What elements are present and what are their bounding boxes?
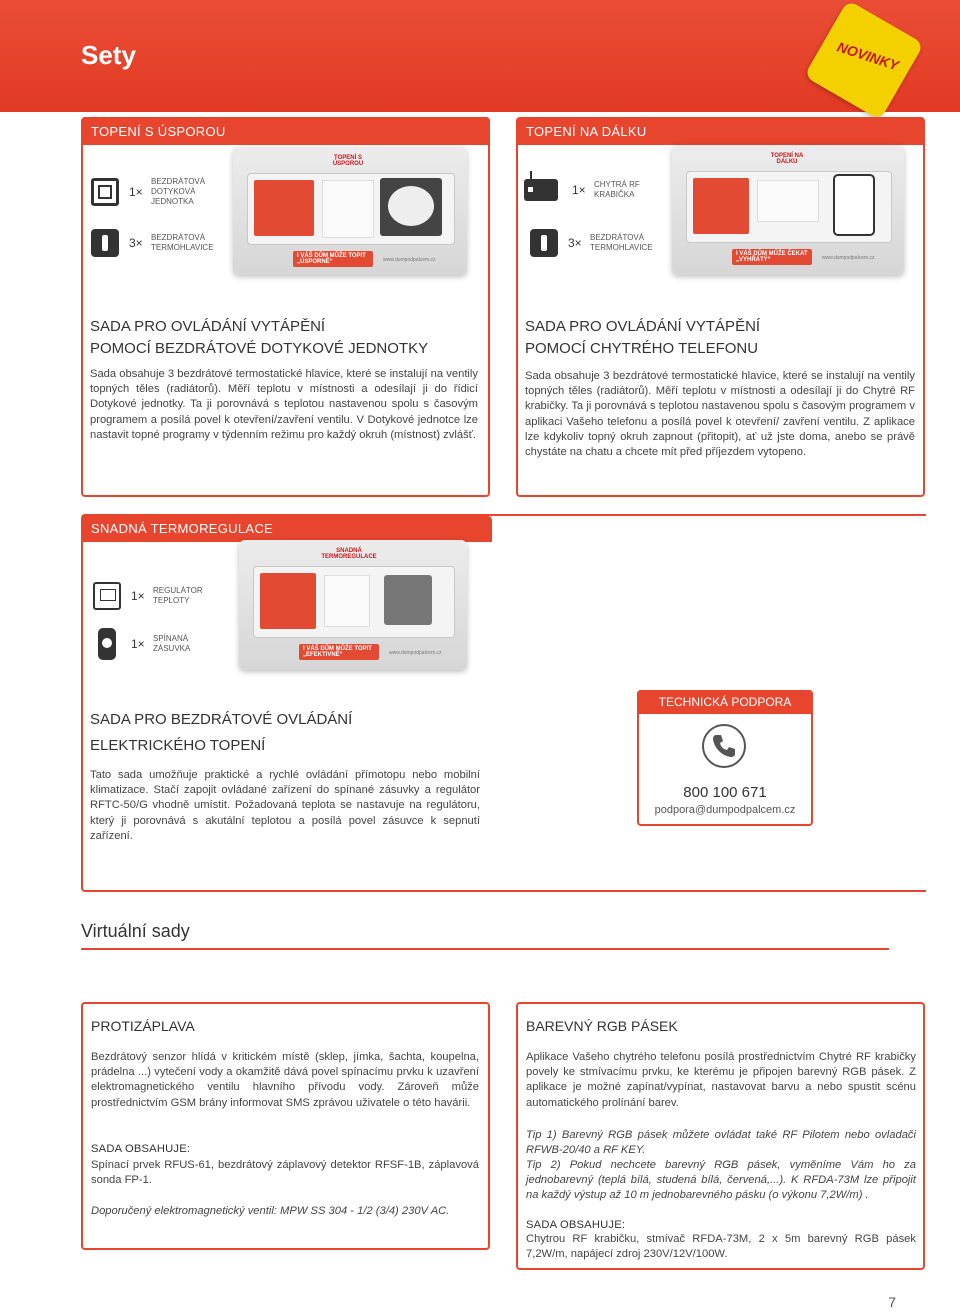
badge-label: NOVINKY [835,38,901,74]
phone-icon [702,724,746,768]
panel-head: SNADNÁ TERMOREGULACE [83,516,492,542]
section-divider [81,948,889,950]
thermo-head-icon [530,229,558,257]
regulator-icon [93,582,121,610]
device-row-touch-unit [91,177,221,207]
product-tray [686,171,892,243]
support-email[interactable]: podpora@dumpodpalcem.cz [654,804,796,816]
thermo-head-icon [91,229,119,257]
panel-title-line2: ELEKTRICKÉHO TOPENÍ [90,737,266,754]
socket-icon [98,628,116,660]
product-lid-label: TOPENÍ NA DÁLKU [770,153,804,165]
product-slogan: I VÁŠ DŮM MŮŽE TOPIT „ÚSPORNĚ“ [293,251,373,267]
device-label: BEZDRÁTOVÁ TERMOHLAVICE [590,233,653,252]
panel-body: Tato sada umožňuje praktické a rychlé ovládání přímotopu nebo mobilní klimatizace. Stačí zapojit ovládané zařízení do spínané zásuvky a regulátor RFTC-50/G vhodně umístit. Požadovaná teplota se nastavuje na regulátoru, který ji porovnává s akutální teplotou a posílá povel zásuvce k sepnutí zařízení. [90,769,480,842]
note-text: Doporučený elektromagnetický ventil: MPW SS 304 - 1/2 (3/4) 230V AC. [91,1205,450,1217]
section-title: Virtuální sady [81,921,190,941]
contents-text: Chytrou RF krabičku, stmívač RFDA-73M, 2 x 5m barevný RGB pásek 7,2W/m, napájecí zdroj 230V/12V/100W. [526,1233,916,1261]
panel-body: Sada obsahuje 3 bezdrátové termostatické hlavice, které se instalují na ventily topných těles (radiátorů). Měří teplotu v místnosti a odesílají ji do řídicí Dotykové jednotky. Ta ji porovnává s teplotou nastavenou spolu s časovým programem a posílá povel k otevření/zavření ventilu. V Dotykové jednotce lze nastavit topné programy v týdenním režimu pro každý okruh (místnost) zvlášť. [90,368,478,441]
panel-title-line1: SADA PRO OVLÁDÁNÍ VYTÁPĚNÍ [90,318,326,335]
product-url: www.dumpodpalcem.cz [822,255,875,261]
device-label: CHYTRÁ RF KRABIČKA [594,180,640,199]
product-url: www.dumpodpalcem.cz [389,650,442,656]
panel-title-line1: SADA PRO BEZDRÁTOVÉ OVLÁDÁNÍ [90,711,353,728]
product-box-image [239,540,467,670]
panel-topeni-s-usporou [81,117,490,497]
device-label: SPÍNANÁ ZÁSUVKA [153,634,191,653]
page-header [0,0,960,112]
panel-title-line2: POMOCÍ CHYTRÉHO TELEFONU [525,340,759,357]
product-tray [247,173,455,245]
panel-body: Aplikace Vašeho chytrého telefonu posílá prostřednictvím Chytré RF krabičky povely ke stmívacímu prvku, ke kterému je připojen barevný RGB pásek. Z aplikace je možné zapínat/vypínat, nastavovat barvu a nebo spustit scénu automatického prolínání barev. [526,1051,916,1109]
panel-body: Bezdrátový senzor hlídá v kritickém místě (sklep, jímka, šachta, koupelna, prádelna ...) vytečení vody a okamžitě dává povel spínacímu prvku k uzavření elektromagnetického ventilu hlavního přívodu vody. Zároveň může prostřednictvím GSM brány informovat SMS zprávou uživatele o této havárii. [91,1051,479,1109]
product-box-image [233,147,467,275]
support-head: TECHNICKÁ PODPORA [637,690,813,714]
product-tray [253,566,455,638]
panel-title: PROTIZÁPLAVA [91,1018,195,1034]
technical-support-box [637,690,813,826]
panel-topeni-na-dalku [516,117,925,497]
device-row-regulator [93,582,223,610]
contents-text: Spínací prvek RFUS-61, bezdrátový záplavový detektor RFSF-1B, záplavová sonda FP-1. [91,1159,479,1187]
device-label: REGULÁTOR TEPLOTY [153,586,203,605]
novinky-badge [812,12,920,104]
page-title: Sety [81,40,136,70]
support-phone[interactable]: 800 100 671 [683,784,767,801]
device-qty: 1× [131,589,145,603]
panel-head: TOPENÍ NA DÁLKU [518,119,923,145]
page-number: 7 [888,1294,896,1310]
tip-2: Tip 2) Pokud nechcete barevný RGB pásek, vyměníme Vám ho za jednobarevný (teplá bílá, studená bílá, červená,...). K RFDA-73M lze připojit na každý výstup až 10 m jednobarevného pásku (o výkonu 7,2W/m) . [526,1159,916,1202]
product-box-image [672,145,904,275]
panel-head: TOPENÍ S ÚSPOROU [83,119,488,145]
device-qty: 1× [572,183,586,197]
panel-title-line1: SADA PRO OVLÁDÁNÍ VYTÁPĚNÍ [525,318,761,335]
product-lid-label: TOPENÍ S ÚSPOROU [332,155,364,167]
device-label: BEZDRÁTOVÁ TERMOHLAVICE [151,233,214,252]
device-qty: 1× [131,637,145,651]
device-qty: 1× [129,185,143,199]
contents-head: SADA OBSAHUJE: [526,1219,626,1231]
device-qty: 3× [568,236,582,250]
panel-rgb-pasek [516,1002,925,1270]
product-lid-label: SNADNÁ TERMOREGULACE [321,548,377,560]
panel-body: Sada obsahuje 3 bezdrátové termostatické hlavice, které se instalují na ventily topných těles (radiátorů). Měří teplotu v místnosti a odesílají ji do Chytré RF krabičky. Ta ji porovnává s teplotou nastavenou spolu s časovým programem v aplikaci Vašeho telefonu a posílá povel k otevření/ zavření ventilu. Z aplikace lze kdykoliv topný okruh zapnout (přitopit), ať už jste doma, anebo se právě chystáte na chatu a chcete mít před příjezdem vytopeno. [525,370,915,459]
device-qty: 3× [129,236,143,250]
smart-box-icon [524,179,558,201]
panel-protizaplava [81,1002,490,1250]
product-slogan: I VÁŠ DŮM MŮŽE TOPIT „EFEKTIVNĚ“ [299,644,379,660]
device-row-thermo-head [91,229,221,257]
device-row-smart-box [524,179,664,201]
contents-head: SADA OBSAHUJE: [91,1143,191,1155]
tip-1: Tip 1) Barevný RGB pásek můžete ovládat také RF Pilotem nebo ovladači RFWB-20/40 a RF KEY. [526,1129,916,1157]
product-url: www.dumpodpalcem.cz [383,257,436,263]
panel-title: BAREVNÝ RGB PÁSEK [526,1018,678,1034]
device-label: BEZDRÁTOVÁ DOTYKOVÁ JEDNOTKA [151,177,206,206]
panel-title-line2: POMOCÍ BEZDRÁTOVÉ DOTYKOVÉ JEDNOTKY [90,340,429,357]
touch-unit-icon [91,178,119,206]
product-slogan: I VÁŠ DŮM MŮŽE ČEKAT „VYHŘÁTÝ“ [732,249,812,265]
device-row-thermo-head [530,229,660,257]
device-row-socket [93,628,223,660]
